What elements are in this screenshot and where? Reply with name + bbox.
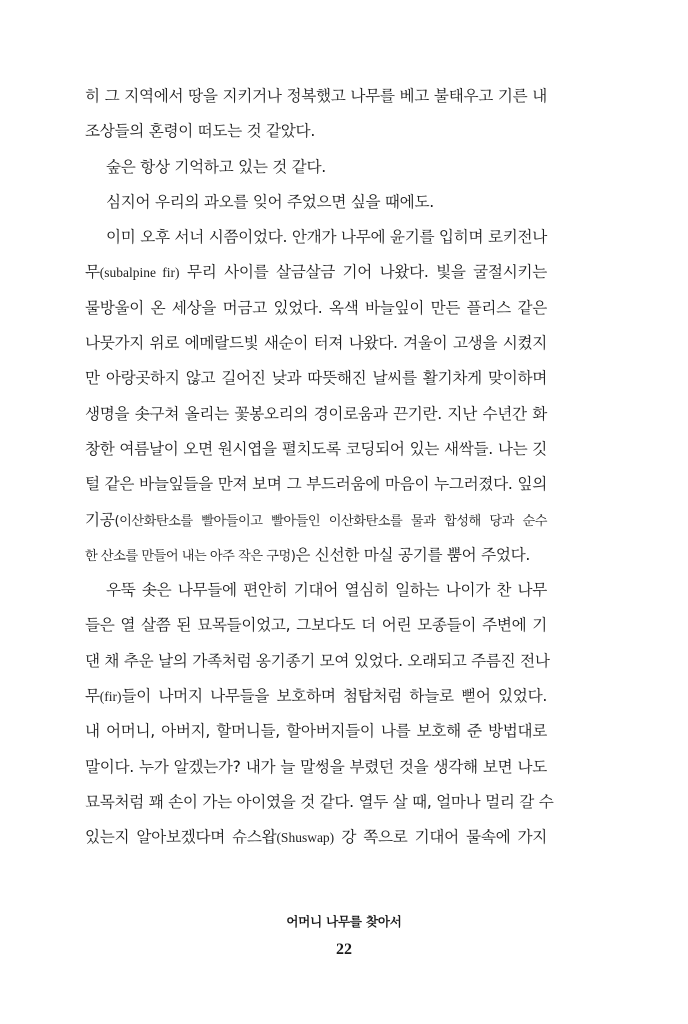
text-line: 말이다. 누가 알겠는가? 내가 늘 말썽을 부렸던 것을 생각해 보면 나도 [85, 757, 547, 776]
text-segment: 무 [85, 263, 100, 282]
text-line [85, 679, 547, 714]
text-line [85, 503, 547, 538]
text-line [85, 820, 547, 855]
text-segment: 있는지 알아보겠다며 슈스왑 [85, 828, 277, 847]
text-line [85, 538, 547, 573]
text-segment: 무 [85, 687, 100, 706]
text-segment: 들이 나머지 나무들을 보호하며 첨탑처럼 하늘로 뻗어 있었다. [121, 687, 547, 706]
text-line: 생명을 솟구쳐 올리는 꽃봉오리의 경이로움과 끈기란. 지난 수년간 화 [85, 404, 547, 423]
latin-term: (subalpine fir) [99, 265, 180, 281]
text-segment: 기공 [85, 510, 115, 529]
running-title: 어머니 나무를 찾아서 [286, 914, 402, 929]
paragraph-line: 우뚝 솟은 나무들에 편안히 기대어 열심히 일하는 나이가 찬 나무 [106, 581, 547, 600]
paragraph-line: 심지어 우리의 과오를 잊어 주었으면 싶을 때에도. [106, 192, 434, 211]
text-line: 나뭇가지 위로 에메랄드빛 새순이 터져 나왔다. 겨울이 고생을 시켰지 [85, 334, 547, 353]
text-line [85, 255, 547, 290]
text-line: 물방울이 온 세상을 머금고 있었다. 옥색 바늘잎이 만든 플리스 같은 [85, 298, 547, 317]
text-line: 묘목처럼 꽤 손이 가는 아이였을 것 같다. 열두 살 때, 얼마나 멀리 갈 수 [85, 792, 554, 811]
text-segment: 강 쪽으로 기대어 물속에 가지 [334, 828, 548, 847]
text-line: 내 어머니, 아버지, 할머니들, 할아버지들이 나를 보호해 준 방법대로 [85, 722, 547, 741]
paragraph-line: 이미 오후 서너 시쯤이었다. 안개가 나무에 윤기를 입히며 로키전나 [106, 228, 547, 247]
page-number: 22 [336, 941, 352, 958]
text-line: 들은 열 살쯤 된 묘목들이었고, 그보다도 더 어린 모종들이 주변에 기 [85, 616, 547, 635]
text-line: 털 같은 바늘잎들을 만져 보며 그 부드러움에 마음이 누그러졌다. 잎의 [85, 475, 547, 494]
text-line: 창한 여름날이 오면 원시엽을 펼치도록 코딩되어 있는 새싹들. 나는 깃 [85, 439, 547, 458]
text-line: 댄 채 추운 날의 가족처럼 옹기종기 모여 있었다. 오래되고 주름진 전나 [85, 651, 550, 670]
gloss-note: 한 산소를 만들어 내는 아주 작은 구멍) [85, 548, 296, 564]
latin-term: (fir) [99, 689, 122, 705]
latin-term: (Shuswap) [276, 830, 335, 846]
text-line: 조상들의 혼령이 떠도는 것 같았다. [85, 122, 315, 141]
text-line: 히 그 지역에서 땅을 지키거나 정복했고 나무를 베고 불태우고 기른 내 [85, 87, 547, 105]
gloss-note: (이산화탄소를 빨아들이고 빨아들인 이산화탄소를 물과 합성해 당과 순수 [114, 513, 547, 529]
text-line: 만 아랑곳하지 않고 길어진 낮과 따뜻해진 날씨를 활기차게 맞이하며 [85, 369, 547, 388]
text-segment: 은 신선한 마실 공기를 뿜어 주었다. [295, 545, 531, 564]
paragraph-line: 숲은 항상 기억하고 있는 것 같다. [106, 157, 326, 176]
body-text [85, 79, 554, 856]
text-segment: 무리 사이를 살금살금 기어 나왔다. 빛을 굴절시키는 [179, 263, 547, 282]
